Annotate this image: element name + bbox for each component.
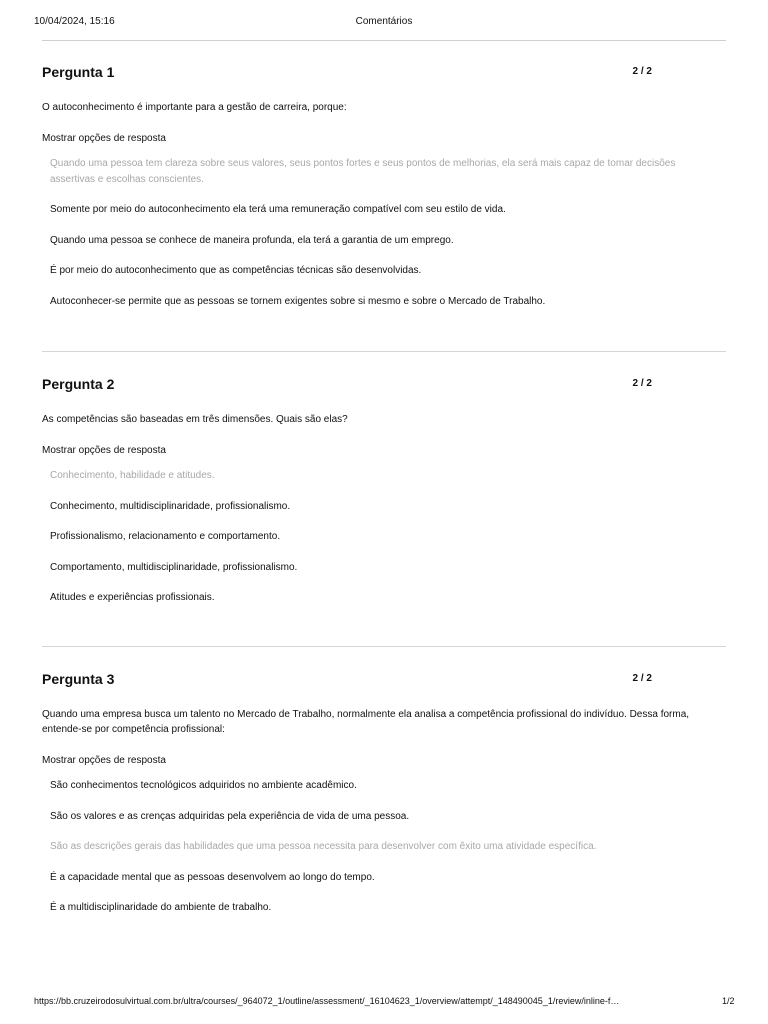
question-divider bbox=[42, 646, 726, 647]
answer-option: Quando uma pessoa se conhece de maneira profunda, ela terá a garantia de um emprego. bbox=[50, 234, 454, 246]
question-card-3 bbox=[42, 671, 726, 931]
question-card-1 bbox=[42, 64, 726, 324]
print-title: Comentários bbox=[355, 16, 413, 27]
print-header bbox=[0, 16, 768, 30]
page-url: https://bb.cruzeirodosulvirtual.com.br/ultra/courses/_964072_1/outline/assessment/_16104623_1/overview/attempt/_148490045_1/review/inline-f… bbox=[34, 996, 620, 1006]
answer-option: Profissionalismo, relacionamento e comportamento. bbox=[50, 531, 281, 542]
answer-option-correct: Quando uma pessoa tem clareza sobre seus valores, seus pontos fortes e seus pontos de melhorias, ela será mais capaz de tomar decisões assertivas e escolhas conscientes. bbox=[50, 158, 676, 185]
answer-option-correct: Conhecimento, habilidade e atitudes. bbox=[50, 470, 215, 481]
answer-option: É por meio do autoconhecimento que as competências técnicas são desenvolvidas. bbox=[50, 265, 422, 276]
page-number: 1/2 bbox=[722, 996, 735, 1006]
answer-options-list bbox=[42, 468, 726, 606]
question-score: 2 / 2 bbox=[632, 378, 652, 389]
answer-option: Comportamento, multidisciplinaridade, profissionalismo. bbox=[50, 561, 298, 573]
question-title: Pergunta 2 bbox=[42, 376, 115, 392]
answer-options-list bbox=[42, 778, 726, 916]
header-divider bbox=[42, 40, 726, 41]
answer-option: Atitudes e experiências profissionais. bbox=[50, 592, 215, 603]
answer-option: Somente por meio do autoconhecimento ela terá uma remuneração compatível com seu estilo de vida. bbox=[50, 204, 506, 215]
answer-option: Autoconhecer-se permite que as pessoas se tornem exigentes sobre si mesmo e sobre o Mercado de Trabalho. bbox=[50, 295, 546, 307]
show-answer-options-link[interactable]: Mostrar opções de resposta bbox=[42, 755, 166, 766]
question-card-2 bbox=[42, 376, 726, 621]
print-datetime: 10/04/2024, 15:16 bbox=[34, 16, 115, 27]
show-answer-options-link[interactable]: Mostrar opções de resposta bbox=[42, 133, 166, 144]
question-title: Pergunta 3 bbox=[42, 671, 115, 687]
show-answer-options-link[interactable]: Mostrar opções de resposta bbox=[42, 445, 166, 456]
question-title: Pergunta 1 bbox=[42, 64, 115, 80]
question-divider bbox=[42, 351, 726, 352]
answer-option: É a multidisciplinaridade do ambiente de trabalho. bbox=[50, 902, 272, 913]
answer-option: Conhecimento, multidisciplinaridade, profissionalismo. bbox=[50, 500, 291, 512]
answer-option-correct: São as descrições gerais das habilidades que uma pessoa necessita para desenvolver com êxito uma atividade específica. bbox=[50, 841, 597, 852]
question-text: Quando uma empresa busca um talento no Mercado de Trabalho, normalmente ela analisa a competência profissional do indivíduo. Dessa forma, entende-se por competência profissional: bbox=[42, 709, 690, 735]
question-score: 2 / 2 bbox=[632, 66, 652, 77]
answer-option: É a capacidade mental que as pessoas desenvolvem ao longo do tempo. bbox=[50, 871, 375, 883]
answer-options-list bbox=[42, 156, 726, 309]
question-score: 2 / 2 bbox=[632, 673, 652, 684]
question-text: As competências são baseadas em três dimensões. Quais são elas? bbox=[42, 414, 348, 425]
question-text: O autoconhecimento é importante para a gestão de carreira, porque: bbox=[42, 102, 347, 113]
answer-option: São os valores e as crenças adquiridas pela experiência de vida de uma pessoa. bbox=[50, 810, 410, 822]
answer-option: São conhecimentos tecnológicos adquiridos no ambiente acadêmico. bbox=[50, 780, 357, 791]
